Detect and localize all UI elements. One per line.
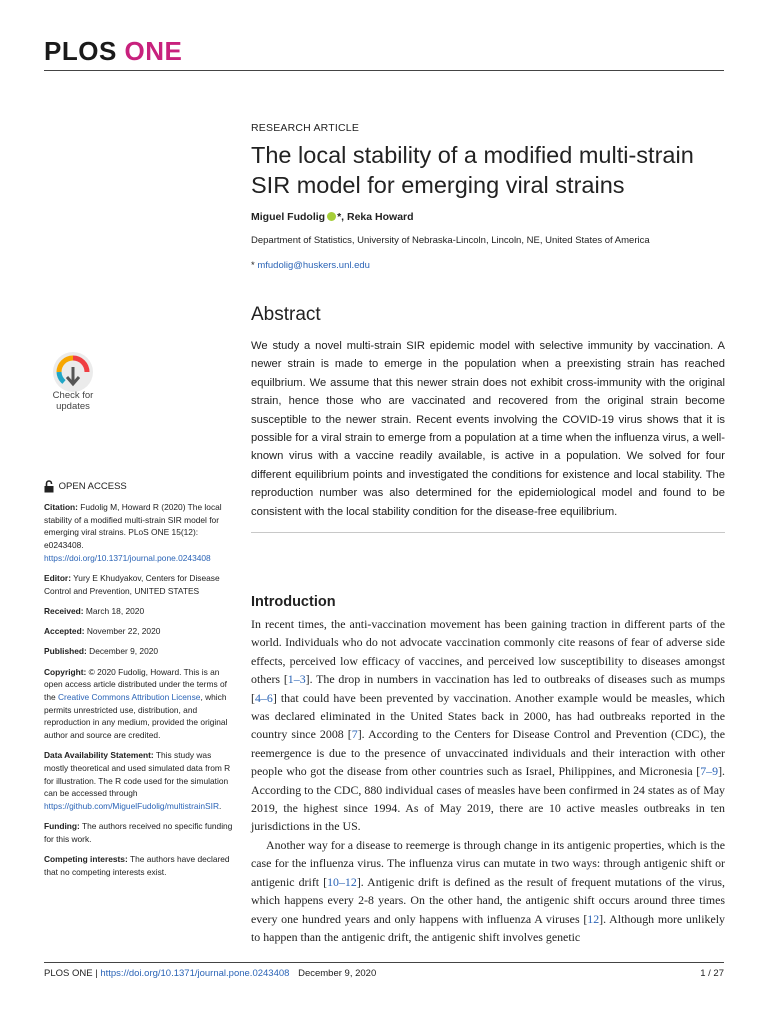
open-access-text: OPEN ACCESS — [58, 481, 127, 493]
funding-text: The authors received no specific funding for this work. — [44, 821, 233, 844]
data-availability-text: This study was mostly theoretical and used simulated data from R for illustration. The R code used for the simulation can be accessed through — [44, 750, 231, 799]
citation-text: Fudolig M, Howard R (2020) The local stability of a modified multi-strain SIR model for emerging viral strains. PLoS ONE 15(12): e0243408. — [44, 502, 222, 551]
citation-label: Citation: — [44, 502, 78, 512]
copyright-block — [44, 666, 234, 742]
reference-link[interactable]: 7 — [351, 727, 358, 742]
competing-interests-text: The authors have declared that no competing interests exist. — [44, 854, 230, 877]
open-access-label — [44, 480, 127, 493]
footer-divider — [44, 962, 724, 963]
published-date: December 9, 2020 — [89, 646, 159, 657]
footer-journal: PLOS ONE | — [44, 968, 101, 979]
logo-plos-text: PLOS — [44, 36, 117, 66]
citation-block — [44, 501, 234, 565]
abstract-text: We study a novel multi-strain SIR epidemic model with selective immunity by vaccination. A newer strain is made to emerge in the population when a preexisting strain has reached equilbrium. We assume that this newer strain does not exhibit cross-immunity with the original strain, hence those who are vaccinated and recovered from the original strain become susceptible to the newer strain. Recent events involving the COVID-19 virus shows that it is possible for a viral strain to emerge from a population at a time when the influenza virus, a well-known virus with a vaccine readily available, is active in a population. We solved for four different equilibrium points and investigated the conditions for existence and local stability. The reproduction number was also determined for the epidemiological model and found to be consistent with the local stability condition for the disease-free equilibrium. — [251, 340, 725, 518]
intro-text-run: ]. The drop in numbers in vaccination has led to outbreaks of diseases such as mumps [ — [251, 672, 725, 705]
intro-text-run: ]. According to the Centers for Disease Control and Prevention (CDC), the reemergence is due to the presence of unvaccinated individuals and their interaction with other people who got the disease from other countries such as Israel, Philippines, and Micronesia [ — [251, 727, 725, 779]
reference-link[interactable]: 4–6 — [254, 690, 273, 705]
intro-text-run: In recent times, the anti-vaccination movement has been gaining traction in different parts of the world. Individuals who do not advocate vaccination commonly cite reasons of fear of adverse side effects, perceived low efficacy of vaccines, and perceived low susceptibility to diseases amongst others [ — [251, 617, 725, 687]
editor-label: Editor: — [44, 573, 71, 584]
intro-text-run: ]. Although more unlikely to happen than the antigenic drift, the antigenic shift involves genetic — [251, 911, 725, 944]
article-info-sidebar — [44, 501, 234, 886]
journal-logo[interactable] — [44, 36, 182, 67]
abstract-divider — [251, 532, 725, 533]
intro-paragraph — [251, 836, 725, 946]
footer-doi-link[interactable]: https://doi.org/10.1371/journal.pone.0243408 — [100, 968, 290, 979]
intro-text-run: ]. According to the CDC, 880 individual cases of measles have been confirmed in 24 states as of May 2019, the highest since 1994. As of May 2019, there are 10 active measles outbreaks in ten jurisdictions in the US. — [251, 764, 725, 834]
data-availability-end: . — [219, 801, 222, 812]
reference-link[interactable]: 10–12 — [327, 874, 357, 889]
received-block — [44, 605, 234, 618]
article-title: The local stability of a modified multi-strain SIR model for emerging viral strains — [251, 142, 694, 198]
funding-block — [44, 820, 234, 845]
author-name[interactable]: Miguel Fudolig — [251, 211, 326, 223]
published-label: Published: — [44, 646, 87, 657]
check-for-updates-label — [44, 391, 102, 412]
accepted-date: November 22, 2020 — [86, 626, 161, 637]
header-divider — [44, 70, 724, 71]
competing-interests-block — [44, 853, 234, 878]
page-number: 1 / 27 — [700, 968, 724, 979]
check-for-updates-icon — [51, 350, 95, 394]
reference-link[interactable]: 7–9 — [700, 764, 719, 779]
received-label: Received: — [44, 605, 84, 616]
reference-link[interactable]: 12 — [587, 911, 600, 926]
intro-text-run: ] that could have been prevented by vaccination. Another example would be measles, which was declared eliminated in the United States back in 2000, has had outbreaks reported in the country since 2008 [ — [251, 690, 725, 742]
copyright-text: © 2020 Fudolig, Howard. This is an open access article distributed under the terms of the — [44, 666, 227, 702]
email-link[interactable]: mfudolig@huskers.unl.edu — [257, 260, 370, 271]
corresponding-mark: * — [337, 211, 342, 223]
copyright-text-end: , which permits unrestricted use, distribution, and reproduction in any medium, provided the original author and source are credited. — [44, 691, 228, 741]
data-availability-block — [44, 749, 234, 813]
published-block — [44, 645, 234, 658]
intro-text-run: ]. Antigenic drift is defined as the result of frequent mutations of the virus, which happens every 2-8 years. On the other hand, the antigenic shift occurs around three times every one hundred years and only happens with influenza A viruses [ — [251, 874, 725, 926]
editor-block — [44, 572, 234, 597]
badge-line: updates — [56, 400, 90, 412]
intro-paragraph — [251, 615, 725, 836]
citation-doi-link[interactable]: https://doi.org/10.1371/journal.pone.0243408 — [44, 552, 211, 563]
intro-text-run: Another way for a disease to reemerge is through change in its antigenic properties, which is the case for the influenza virus. The influenza virus can mutate in two ways: through antigenic shift or antigenic drift [ — [251, 837, 725, 889]
email-mark: * — [251, 260, 255, 271]
introduction-body — [251, 615, 725, 946]
competing-interests-label: Competing interests: — [44, 854, 128, 865]
received-date: March 18, 2020 — [85, 605, 145, 616]
open-lock-icon — [44, 480, 54, 493]
logo-one-text: ONE — [124, 36, 183, 66]
github-link[interactable]: https://github.com/MiguelFudolig/multistrainSIR — [44, 801, 220, 812]
footer-date: December 9, 2020 — [298, 968, 377, 979]
license-link[interactable]: Creative Commons Attribution License — [57, 691, 201, 702]
check-for-updates-badge[interactable] — [44, 347, 104, 421]
copyright-label: Copyright: — [44, 666, 87, 677]
affiliation: Department of Statistics, University of Nebraska-Lincoln, Lincoln, NE, United States of America — [251, 235, 650, 246]
page-footer — [44, 968, 376, 979]
orcid-icon[interactable] — [327, 212, 336, 221]
abstract-heading: Abstract — [251, 304, 321, 325]
data-availability-label: Data Availability Statement: — [44, 750, 154, 761]
author-list — [251, 211, 414, 223]
accepted-block — [44, 625, 234, 638]
article-type: RESEARCH ARTICLE — [251, 122, 360, 134]
accepted-label: Accepted: — [44, 626, 85, 637]
editor-text: Yury E Khudyakov, Centers for Disease Control and Prevention, UNITED STATES — [44, 573, 220, 596]
funding-label: Funding: — [44, 821, 80, 832]
author-name[interactable]: , Reka Howard — [341, 211, 414, 223]
reference-link[interactable]: 1–3 — [287, 672, 306, 687]
badge-line: Check for — [52, 390, 94, 401]
introduction-heading: Introduction — [251, 594, 336, 610]
corresponding-email — [251, 260, 370, 271]
